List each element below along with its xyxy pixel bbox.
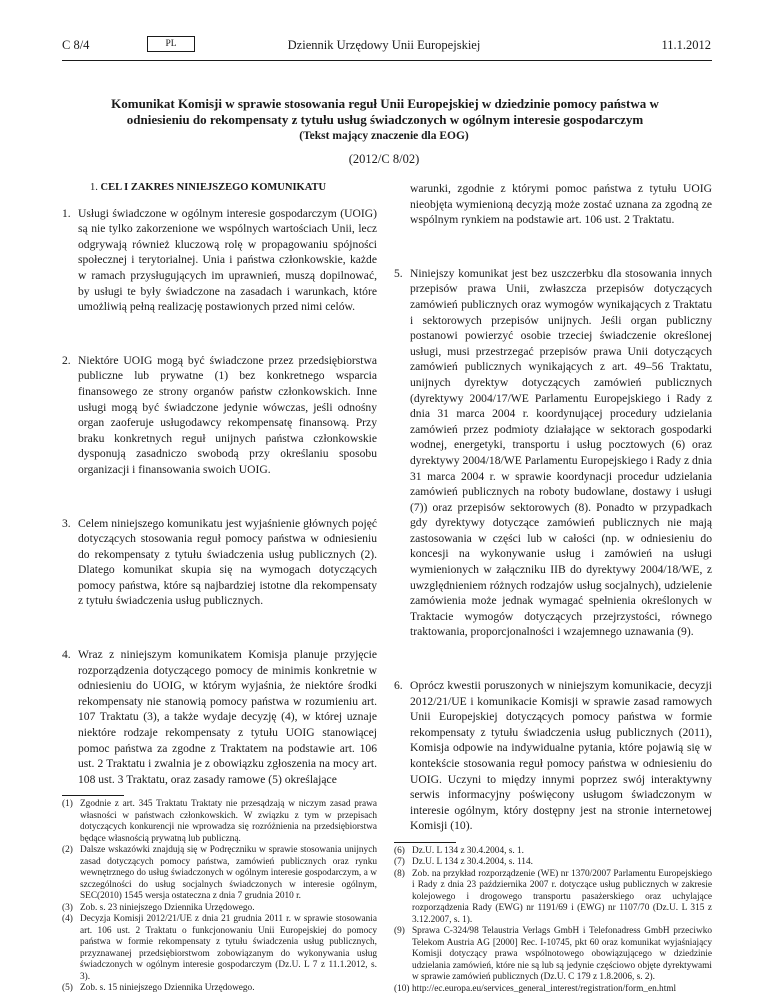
paragraph-number: 1. <box>62 206 71 220</box>
paragraph-3 <box>62 516 377 610</box>
right-column <box>394 181 712 995</box>
paragraph-text: Niektóre UOIG mogą być świadczone przez przedsiębiorstwa publiczne lub prywatne (1) bez konkretnego wsparcia finansowego ze strony organów państw członkowskich. Inne usługi mogą być świadczone jedynie wówczas, jeśli odnośny organ zaoferuje usługodawcy rekompensatę finansową. Przy braku konkretnych reguł unijnych państwa członkowskie dysponują zasadniczo swobodą przy określaniu sposobu organizacji i finansowania swoich UOIG. <box>78 353 377 476</box>
document-code: (2012/C 8/02) <box>348 152 420 166</box>
footnote: (1) Zgodnie z art. 345 Traktatu Traktaty nie przesądzają w niczym zasad prawa własności w państwach członkowskich. W związku z tym w przepisach dotyczących konkurencji nie wprowadza się rozróżnienia na przedsiębiorstwa będące własnością prywatną lub publiczną. <box>62 799 377 844</box>
section-heading <box>62 180 377 196</box>
footnote-link[interactable]: http://ec.europa.eu/services_general_interest/registration/form_en.html <box>412 983 677 994</box>
document-title: Komunikat Komisji w sprawie stosowania reguł Unii Europejskiej w dziedzinie pomocy państwa w odniesieniu do rekompensaty z tytułu usług świadczonych w ogólnym interesie gospodarczym <box>111 96 659 127</box>
footnote: (9) Sprawa C-324/98 Telaustria Verlags GmbH i Telefonadress GmbH przeciwko Telekom Austria AG [2000] Rec. I-10745, pkt 60 oraz komunikat wyjaśniający Komisji dotyczący prawa wspólnotowego obowiązującego w dziedzinie udzielania zamówień, które nie są lub są jedynie częściowo objęte dyrektywami w sprawie zamówień publicznych (Dz.U. C 179 z 1.8.2006, s. 2). <box>394 926 712 983</box>
header-divider <box>62 60 712 61</box>
paragraph-2 <box>62 353 377 478</box>
paragraph-4-continued <box>394 181 712 228</box>
paragraph-text: warunki, zgodnie z którymi pomoc państwa z tytułu UOIG nieobjęta wymienioną decyzją może zostać uznana za zgodną ze wspólnym rynkiem na podstawie art. 106 ust. 2 Traktatu. <box>410 182 712 227</box>
footnote: (3) Zob. s. 23 niniejszego Dziennika Urzędowego. <box>62 902 255 913</box>
footnote: (8) Zob. na przykład rozporządzenie (WE) nr 1370/2007 Parlamentu Europejskiego i Rady z dnia 23 października 2007 r. dotyczące usług publicznych w zakresie kolejowego i drogowego transportu pasażerskiego oraz uchylające rozporządzenia Rady (EWG) nr 1191/69 i (EWG) nr 1107/70 (Dz.U. L 315 z 3.12.2007, s. 1). <box>394 868 712 925</box>
footnote-divider <box>394 842 456 843</box>
paragraph-6 <box>394 678 712 834</box>
paragraph-text: Usługi świadczone w ogólnym interesie gospodarczym (UOIG) są nie tylko zakorzenione we wspólnych wartościach Unii, lecz odgrywają również kluczową rolę w propagowaniu spójności społecznej i terytorialnej. Unia i państwa członkowskie, każde w ramach przysługujących im uprawnień, muszą dopilnować, by usługi te były świadczone na zasadach i warunkach, które umożliwią pełną realizację postawionych przed nimi celów. <box>78 206 377 314</box>
document-subtitle: (Tekst mający znaczenie dla EOG) <box>299 130 469 142</box>
page-reference: C 8/4 <box>62 38 90 52</box>
language-badge: PL <box>147 36 195 52</box>
footnote: (6) Dz.U. L 134 z 30.4.2004, s. 1. <box>394 845 524 856</box>
paragraph-text: Wraz z niniejszym komunikatem Komisja planuje przyjęcie rozporządzenia dotyczącego pomocy de minimis konkretnie w odniesieniu do UOIG, w którym wyjaśnia, że niektóre środki rekompensaty nie stanowią pomocy państwa w rozumieniu art. 107 Traktatu (3), a także wydaje decyzję (4), w której uznaje niektóre rodzaje rekompensaty z tytułu UOIG stanowiącej pomoc państwa za zgodne z Traktatem na podstawie art. 106 ust. 2 Traktatu i zwalnia je z obowiązku zgłoszenia na mocy art. 108 ust. 3 Traktatu, oraz zasady ramowe (5) określające <box>78 648 377 786</box>
section-number: 1. <box>90 182 98 193</box>
page-header <box>0 38 768 58</box>
section-title: CEL I ZAKRES NINIEJSZEGO KOMUNIKATU <box>100 182 327 193</box>
paragraph-5 <box>394 266 712 640</box>
paragraph-number: 2. <box>62 353 71 367</box>
footnote: (7) Dz.U. L 134 z 30.4.2004, s. 114. <box>394 857 533 868</box>
footnote: (5) Zob. s. 15 niniejszego Dziennika Urzędowego. <box>62 983 255 994</box>
paragraph-4 <box>62 647 377 787</box>
footnote: (4) Decyzja Komisji 2012/21/UE z dnia 21 grudnia 2011 r. w sprawie stosowania art. 106 ust. 2 Traktatu o funkcjonowaniu Unii Europejskiej do pomocy państwa w formie rekompensaty z tytułu świadczenia usług publicznych, przyznawanej przedsiębiorstwom zobowiązanym do wykonywania usług świadczonych w ogólnym interesie gospodarczym (Dz.U. L 7 z 11.1.2012, s. 3). <box>62 914 377 982</box>
footnote-divider <box>62 795 124 796</box>
paragraph-number <box>394 181 410 228</box>
footnote: (10) http://ec.europa.eu/services_general_interest/registration/form_en.html <box>394 984 712 995</box>
paragraph-1 <box>62 206 377 315</box>
paragraph-text: Celem niniejszego komunikatu jest wyjaśnienie głównych pojęć dotyczących stosowania reguł pomocy państwa w odniesieniu do rekompensaty z tytułu świadczenia usług publicznych (2). Dlatego komunikat skupia się na wymogach dotyczących pomocy państwa, które są najbardziej istotne dla rekompensaty z tytułu świadczenia usług publicznych. <box>78 516 377 608</box>
journal-title: Dziennik Urzędowy Unii Europejskiej <box>287 38 481 52</box>
footnote: (2) Dalsze wskazówki znajdują się w Podręczniku w sprawie stosowania unijnych zasad dotyczących pomocy państwa, zamówień publicznych oraz rynku wewnętrznego do usług świadczonych w ogólnym interesie gospodarczym, a w szczególności do usług socjalnych świadczonych w interesie ogólnym, SEC(2010) 1545 wersja ostateczna z dnia 7 grudnia 2010 r. <box>62 845 377 902</box>
paragraph-text: Niniejszy komunikat jest bez uszczerbku dla stosowania innych przepisów prawa Unii, zwłaszcza przepisów dotyczących zamówień publicznych oraz wymogów wynikających z Traktatu i sektorowych przepisów unijnych. Jeśli organ publiczny postanowi powierzyć osobie trzeciej świadczenie określonej usługi, musi przestrzegać przepisów prawa Unii dotyczących zamówień publicznych wynikających z art. 49–56 Traktatu, unijnych dyrektyw dotyczących zamówień publicznych (dyrektywy 2004/17/WE Parlamentu Europejskiego i Rady z dnia 31 marca 2004 r. koordynującej procedury udzielania zamówień przez podmioty działające w sektorach gospodarki wodnej, energetyki, transportu i usług pocztowych (6) oraz dyrektywy 2004/18/WE Parlamentu Europejskiego i Rady z dnia 31 marca 2004 r. w sprawie koordynacji procedur udzielania zamówień publicznych na roboty budowlane, dostawy i usługi (7)) oraz przepisów sektorowych (8). Ponadto w przypadkach gdy dyrektywy dotyczące zamówień publicznych nie mają zastosowania w części lub w całości (np. w odniesieniu do koncesji na wykonywanie usług i zamówień na usługi wymienionych w załączniku IIB do dyrektywy 2004/18/WE, z uwzględnieniem różnych rodzajów usług socjalnych), udzielenie zamówienia może jednak wymagać spełnienia określonych w Traktacie wymogów dotyczących przejrzystości, równego traktowania, proporcjonalności i wzajemnego uznawania (9). <box>410 266 712 639</box>
paragraph-number: 4. <box>62 648 71 662</box>
paragraph-number: 3. <box>62 516 71 530</box>
paragraph-number: 6. <box>394 679 403 693</box>
left-column <box>62 180 377 995</box>
publication-date: 11.1.2012 <box>661 38 711 52</box>
paragraph-number: 5. <box>394 266 403 280</box>
paragraph-text: Oprócz kwestii poruszonych w niniejszym komunikacie, decyzji 2012/21/UE i komunikacie Komisji w sprawie zasad ramowych Unii Europejskiej dotyczących pomocy państwa w formie rekompensaty z tytułu świadczenia usług publicznych (2011), Komisja odpowie na indywidualne pytania, które pojawią się w kontekście stosowania reguł pomocy państwa w odniesieniu do UOIG. Uczyni to między innymi poprzez swój interaktywny serwis informacyjny poświęcony usługom świadczonym w interesie ogólnym, który dostępny jest na stronie internetowej Komisji (10). <box>410 679 712 833</box>
